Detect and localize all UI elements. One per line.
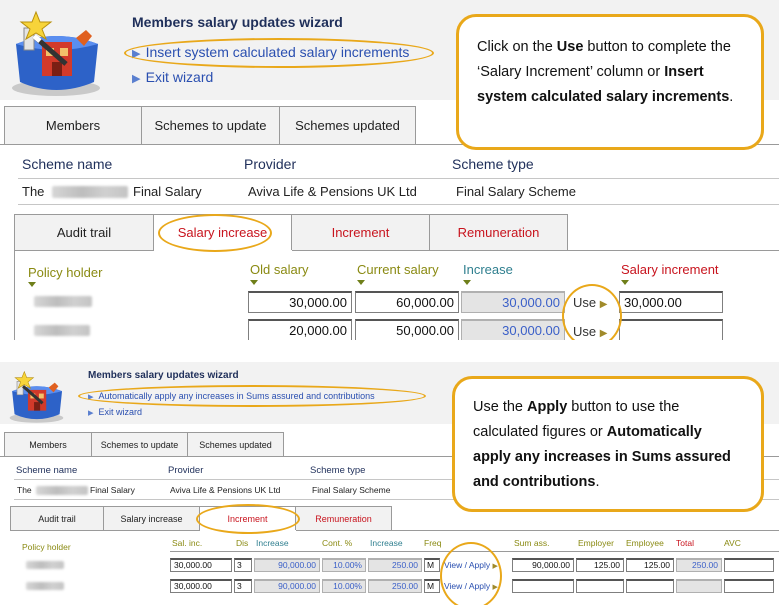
- wizard-logo-icon: [6, 368, 70, 424]
- scheme-name-prefix: The: [17, 485, 32, 495]
- arrow-right-icon: ▶: [88, 408, 94, 417]
- tab-members[interactable]: Members: [4, 106, 142, 144]
- col-salary-increment: Salary increment: [621, 262, 719, 277]
- avc-field[interactable]: [724, 579, 774, 593]
- redacted-name: [34, 296, 92, 307]
- redacted-name: [26, 582, 64, 590]
- increase-field: 30,000.00: [461, 319, 565, 340]
- tab-increment[interactable]: Increment: [292, 214, 430, 250]
- callout-text: button to use the calculated figures or: [473, 399, 680, 440]
- exit-wizard-link-label: Exit wizard: [145, 69, 214, 85]
- scheme-name-suffix: Final Salary: [90, 485, 135, 495]
- scheme-type-label: Scheme type: [310, 465, 366, 476]
- auto-apply-link[interactable]: [88, 391, 375, 401]
- arrow-right-icon: ▶: [88, 392, 94, 401]
- sum-assured-field[interactable]: 90,000.00: [512, 558, 574, 572]
- tab-schemes-to-update[interactable]: Schemes to update: [142, 106, 280, 144]
- scheme-name-label: Scheme name: [16, 465, 78, 476]
- col-freq: Freq: [424, 538, 442, 548]
- sum-assured-field[interactable]: [512, 579, 574, 593]
- dis-field[interactable]: 3: [234, 579, 252, 593]
- tab-remuneration[interactable]: Remuneration: [296, 506, 392, 530]
- wizard-title: Members salary updates wizard: [132, 14, 343, 30]
- total-field: 250.00: [676, 558, 722, 572]
- arrow-right-icon: ▶: [492, 563, 498, 570]
- col-policy-holder: Policy holder: [28, 265, 103, 280]
- tab-members[interactable]: Members: [4, 432, 92, 456]
- arrow-right-icon: ▶: [132, 48, 141, 60]
- old-salary-field[interactable]: 20,000.00: [248, 319, 352, 340]
- freq-field[interactable]: M: [424, 579, 440, 593]
- old-salary-field[interactable]: 30,000.00: [248, 291, 352, 313]
- col-increase-2: Increase: [370, 538, 403, 548]
- employee-field[interactable]: 125.00: [626, 558, 674, 572]
- cont-pct-field: 10.00%: [322, 579, 366, 593]
- col-increase: Increase: [463, 262, 513, 277]
- scheme-type-label: Scheme type: [452, 156, 534, 172]
- arrow-right-icon: ▶: [132, 73, 141, 85]
- current-salary-field[interactable]: 50,000.00: [355, 319, 459, 340]
- bottom-screenshot-panel: [0, 362, 779, 605]
- instruction-callout: [452, 376, 764, 512]
- sal-inc-field[interactable]: 30,000.00: [170, 579, 232, 593]
- scheme-name-label: Scheme name: [22, 156, 113, 172]
- insert-increments-link-label: Insert system calculated salary increments: [145, 44, 410, 60]
- use-button-label: Use: [573, 295, 597, 310]
- use-button[interactable]: [573, 295, 607, 310]
- tab-audit-trail[interactable]: Audit trail: [10, 506, 104, 530]
- tab-schemes-updated[interactable]: Schemes updated: [188, 432, 284, 456]
- sal-inc-field[interactable]: 30,000.00: [170, 558, 232, 572]
- col-increase: Increase: [256, 538, 289, 548]
- col-avc: AVC: [724, 538, 741, 548]
- callout-text: .: [729, 89, 734, 105]
- divider: [10, 530, 200, 531]
- divider: [292, 250, 779, 251]
- redacted-name: [34, 325, 90, 336]
- sort-arrow-icon[interactable]: [28, 282, 36, 287]
- increase-field: 30,000.00: [461, 291, 565, 313]
- employer-field[interactable]: [576, 579, 624, 593]
- increase-2-field: 250.00: [368, 558, 422, 572]
- col-dis: Dis: [236, 538, 249, 548]
- divider: [296, 530, 779, 531]
- col-employer: Employer: [578, 538, 614, 548]
- view-apply-button-label: View / Apply: [444, 581, 491, 591]
- redacted-name: [26, 561, 64, 569]
- instruction-callout: [456, 14, 764, 150]
- avc-field[interactable]: [724, 558, 774, 572]
- total-field: [676, 579, 722, 593]
- dis-field[interactable]: 3: [234, 558, 252, 572]
- tab-salary-increase[interactable]: Salary increase: [154, 214, 292, 250]
- callout-bold: Automatically apply any increases in Sums assured and contributions: [473, 424, 731, 490]
- scheme-type-value: Final Salary Scheme: [456, 184, 576, 199]
- employer-field[interactable]: 125.00: [576, 558, 624, 572]
- tab-salary-increase[interactable]: Salary increase: [104, 506, 200, 530]
- use-button-label: Use: [573, 324, 597, 339]
- exit-wizard-link[interactable]: [88, 407, 142, 417]
- view-apply-button[interactable]: [444, 581, 498, 591]
- cont-pct-field: 10.00%: [322, 558, 366, 572]
- divider: [18, 204, 779, 205]
- redacted-text: [52, 186, 128, 198]
- view-apply-button[interactable]: [444, 560, 498, 570]
- callout-text: Use the: [473, 399, 527, 415]
- sort-arrow-icon[interactable]: [357, 280, 365, 285]
- divider: [170, 551, 779, 552]
- wizard-logo-icon: [6, 6, 111, 98]
- current-salary-field[interactable]: 60,000.00: [355, 291, 459, 313]
- sort-arrow-icon[interactable]: [250, 280, 258, 285]
- auto-apply-link-label: Automatically apply any increases in Sums assured and contributions: [98, 391, 375, 401]
- tab-schemes-to-update[interactable]: Schemes to update: [92, 432, 188, 456]
- increase-2-field: 250.00: [368, 579, 422, 593]
- divider: [14, 250, 15, 340]
- col-current-salary: Current salary: [357, 262, 439, 277]
- provider-value: Aviva Life & Pensions UK Ltd: [170, 485, 281, 495]
- callout-bold: Use: [556, 39, 584, 55]
- sort-arrow-icon[interactable]: [463, 280, 471, 285]
- main-tabs: [4, 432, 284, 456]
- tab-audit-trail[interactable]: Audit trail: [14, 214, 154, 250]
- arrow-right-icon: ▶: [599, 328, 608, 339]
- freq-field[interactable]: M: [424, 558, 440, 572]
- tab-increment[interactable]: Increment: [200, 506, 296, 530]
- redacted-text: [36, 486, 88, 495]
- sub-tabs: [10, 506, 392, 530]
- col-total: Total: [676, 538, 694, 548]
- insert-increments-link[interactable]: [132, 44, 409, 60]
- callout-bold: Insert system calculated salary increments: [477, 64, 730, 105]
- employee-field[interactable]: [626, 579, 674, 593]
- sub-tabs: [14, 214, 568, 250]
- arrow-right-icon: ▶: [599, 299, 608, 310]
- arrow-right-icon: ▶: [492, 584, 498, 591]
- col-employee: Employee: [626, 538, 664, 548]
- divider: [18, 178, 779, 179]
- provider-label: Provider: [244, 156, 297, 172]
- tab-schemes-updated[interactable]: Schemes updated: [280, 106, 416, 144]
- increase-field: 90,000.00: [254, 579, 320, 593]
- view-apply-button-label: View / Apply: [444, 560, 491, 570]
- col-sum-assured: Sum ass.: [514, 538, 550, 548]
- divider: [14, 250, 154, 251]
- scheme-name-suffix: Final Salary: [133, 184, 202, 199]
- col-policy-holder: Policy holder: [22, 542, 71, 552]
- provider-label: Provider: [168, 465, 204, 476]
- tab-remuneration[interactable]: Remuneration: [430, 214, 568, 250]
- use-button[interactable]: [573, 324, 607, 339]
- exit-wizard-link-label: Exit wizard: [98, 407, 143, 417]
- provider-value: Aviva Life & Pensions UK Ltd: [248, 184, 417, 199]
- salary-increment-field[interactable]: [619, 319, 723, 340]
- salary-increment-field[interactable]: 30,000.00: [619, 291, 723, 313]
- scheme-type-value: Final Salary Scheme: [312, 485, 391, 495]
- callout-bold: Apply: [527, 399, 568, 415]
- main-tabs: [4, 106, 416, 144]
- col-sal-inc: Sal. inc.: [172, 538, 203, 548]
- callout-text: button to complete the ‘Salary Increment’ column or: [477, 39, 731, 80]
- col-old-salary: Old salary: [250, 262, 309, 277]
- increase-field: 90,000.00: [254, 558, 320, 572]
- exit-wizard-link[interactable]: [132, 69, 213, 85]
- callout-text: Click on the: [477, 39, 557, 55]
- col-cont-pct: Cont. %: [322, 538, 353, 548]
- scheme-name-prefix: The: [22, 184, 45, 199]
- wizard-title: Members salary updates wizard: [88, 370, 239, 381]
- callout-text: .: [595, 474, 600, 490]
- sort-arrow-icon[interactable]: [621, 280, 629, 285]
